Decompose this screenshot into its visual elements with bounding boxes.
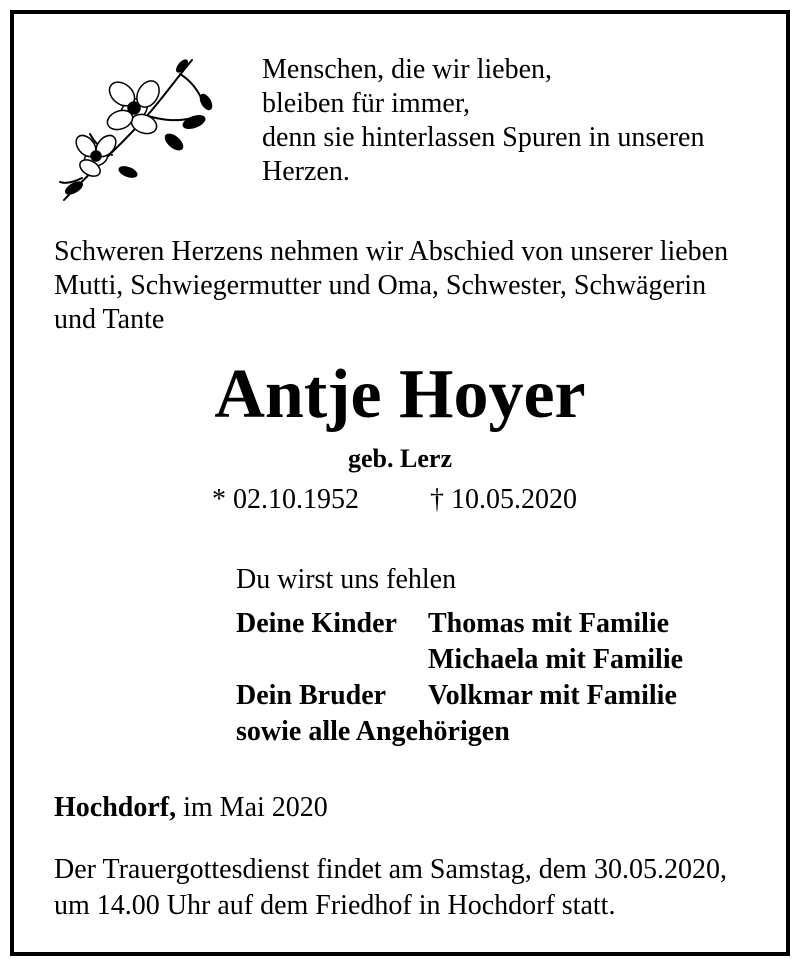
poem-line: bleiben für immer, <box>262 88 471 119</box>
intro-line: und Tante <box>54 304 165 335</box>
closing-line: Du wirst uns fehlen <box>236 564 457 595</box>
place-date <box>54 794 328 822</box>
service-line: Der Trauergottesdienst findet am Samstag, dem 30.05.2020, <box>54 854 727 885</box>
intro-line: Mutti, Schwiegermutter und Oma, Schwester, Schwägerin <box>54 270 707 301</box>
relatives-line: sowie alle Angehörigen <box>236 716 510 747</box>
death-date: † 10.05.2020 <box>430 484 577 515</box>
birth-date: * 02.10.1952 <box>212 484 359 515</box>
child-entry: Michaela mit Familie <box>428 644 684 675</box>
maiden-name: geb. Lerz <box>348 444 452 473</box>
place: Hochdorf, <box>54 792 177 823</box>
child-entry: Thomas mit Familie <box>428 608 670 639</box>
service-line: um 14.00 Uhr auf dem Friedhof in Hochdorf statt. <box>54 890 616 921</box>
flower-branch-icon <box>52 50 220 208</box>
intro-line: Schweren Herzens nehmen wir Abschied von unserer lieben <box>54 236 729 267</box>
brother-label: Dein Bruder <box>236 680 387 711</box>
poem-line: denn sie hinterlassen Spuren in unseren <box>262 122 705 153</box>
deceased-name: Antje Hoyer <box>214 356 586 433</box>
date: im Mai 2020 <box>183 792 328 823</box>
brother-entry: Volkmar mit Familie <box>428 680 677 711</box>
children-label: Deine Kinder <box>236 608 397 639</box>
poem-line: Menschen, die wir lieben, <box>262 54 553 85</box>
poem-line: Herzen. <box>262 156 350 187</box>
